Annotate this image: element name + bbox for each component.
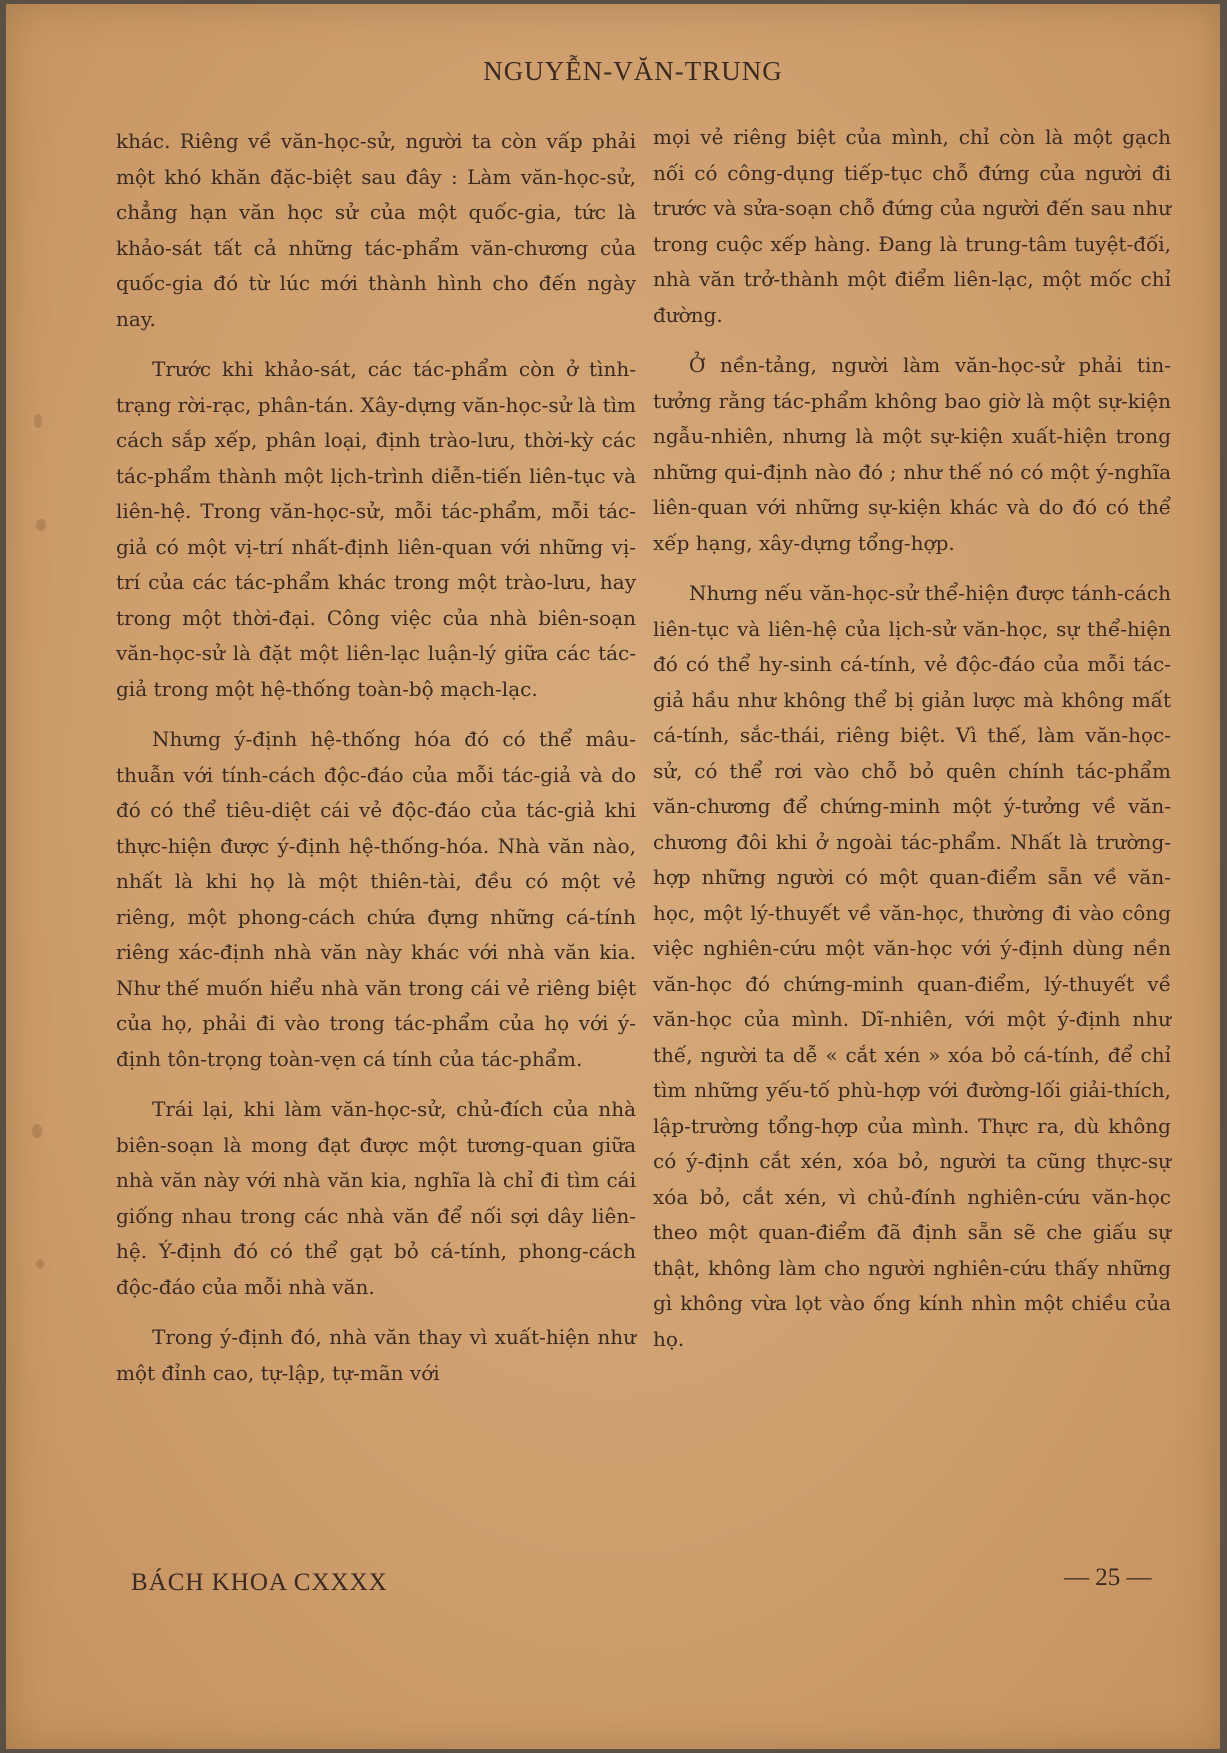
paragraph: Ở nền-tảng, người làm văn-học-sử phải tin-tưởng rằng tác-phẩm không bao giờ là một sự-kiện ngẫu-nhiên, nhưng là một sự-kiện xuất-hiện trong những qui-định nào đó ; như thế nó có một ý-nghĩa liên-quan với những sự-kiện khác và do đó có thể xếp hạng, xây-dựng tổng-hợp.: [653, 353, 1171, 555]
page-stain: [36, 1259, 44, 1269]
paragraph: Trong ý-định đó, nhà văn thay vì xuất-hiện như một đỉnh cao, tự-lập, tự-mãn với: [116, 1325, 636, 1385]
left-column: [116, 124, 636, 1406]
document-page: [6, 4, 1220, 1749]
paragraph: Trước khi khảo-sát, các tác-phẩm còn ở tình-trạng rời-rạc, phân-tán. Xây-dựng văn-học-sử là tìm cách sắp xếp, phân loại, định trào-lưu, thời-kỳ các tác-phẩm thành một lịch-trình diễn-tiến liên-tục và liên-hệ. Trong văn-học-sử, mỗi tác-phẩm, mỗi tác-giả có một vị-trí nhất-định liên-quan với những vị-trí của các tác-phẩm khác trong một trào-lưu, hay trong một thời-đại. Công việc của nhà biên-soạn văn-học-sử là đặt một liên-lạc luận-lý giữa các tác-giả trong một hệ-thống toàn-bộ mạch-lạc.: [116, 357, 636, 701]
paragraph: Trái lại, khi làm văn-học-sử, chủ-đích của nhà biên-soạn là mong đạt được một tương-quan giữa nhà văn này với nhà văn kia, nghĩa là chỉ đi tìm cái giống nhau trong các nhà văn để nối sợi dây liên-hệ. Ý-định đó có thể gạt bỏ cá-tính, phong-cách độc-đáo của mỗi nhà văn.: [116, 1097, 636, 1299]
paragraph: Nhưng ý-định hệ-thống hóa đó có thể mâu-thuẫn với tính-cách độc-đáo của mỗi tác-giả và do đó có thể tiêu-diệt cái vẻ độc-đáo của tác-giả khi thực-hiện được ý-định hệ-thống-hóa. Nhà văn nào, nhất là khi họ là một thiên-tài, đều có một vẻ riêng, một phong-cách chứa đựng những cá-tính riêng xác-định nhà văn này khác với nhà văn kia. Như thế muốn hiểu nhà văn trong cái vẻ riêng biệt của họ, phải đi vào trong tác-phẩm của họ với ý-định tôn-trọng toàn-vẹn cá tính của tác-phẩm.: [116, 727, 636, 1071]
right-column: [653, 120, 1171, 1372]
paragraph: mọi vẻ riêng biệt của mình, chỉ còn là một gạch nối có công-dụng tiếp-tục chỗ đứng của người đi trước và sửa-soạn chỗ đứng của người đến sau như trong cuộc xếp hàng. Đang là trung-tâm tuyệt-đối, nhà văn trở-thành một điểm liên-lạc, một mốc chỉ đường.: [653, 125, 1171, 327]
running-header: NGUYỄN-VĂN-TRUNG: [483, 56, 783, 86]
paragraph: Nhưng nếu văn-học-sử thể-hiện được tánh-cách liên-tục và liên-hệ của lịch-sử văn-học, sự thể-hiện đó có thể hy-sinh cá-tính, vẻ độc-đáo của mỗi tác-giả hầu như không thể bị giản lược mà không mất cá-tính, sắc-thái, riêng biệt. Vì thế, làm văn-học-sử, có thể rơi vào chỗ bỏ quên chính tác-phẩm văn-chương để chứng-minh một ý-tưởng về văn-chương đôi khi ở ngoài tác-phẩm. Nhất là trường-hợp những người có một quan-điểm sẵn về văn-học, một lý-thuyết về văn-học, thường đi vào công việc nghiên-cứu một văn-học với ý-định dùng nền văn-học đó chứng-minh quan-điểm, lý-thuyết về văn-học của mình. Dĩ-nhiên, với một ý-định như thế, người ta dễ « cắt xén » xóa bỏ cá-tính, để chỉ tìm những yếu-tố phù-hợp với đường-lối giải-thích, lập-trường tổng-hợp của mình. Thực ra, dù không có ý-định cắt xén, xóa bỏ, người ta cũng thực-sự xóa bỏ, cắt xén, vì chủ-đính nghiên-cứu văn-học theo một quan-điểm đã định sẵn sẽ che giấu sự thật, không làm cho người nghiên-cứu thấy những gì không vừa lọt vào ống kính nhìn một chiều của họ.: [653, 581, 1171, 1351]
page-stain: [32, 1124, 42, 1138]
publication-footer: BÁCH KHOA CXXXX: [131, 1569, 388, 1596]
page-stain: [34, 414, 42, 428]
page-number: — 25 —: [1064, 1564, 1152, 1591]
paragraph: khác. Riêng về văn-học-sử, người ta còn vấp phải một khó khăn đặc-biệt sau đây : Làm văn-học-sử, chẳng hạn văn học sử của một quốc-gia, tức là khảo-sát tất cả những tác-phẩm văn-chương của quốc-gia đó từ lúc mới thành hình cho đến ngày nay.: [116, 129, 636, 331]
page-stain: [36, 519, 46, 531]
